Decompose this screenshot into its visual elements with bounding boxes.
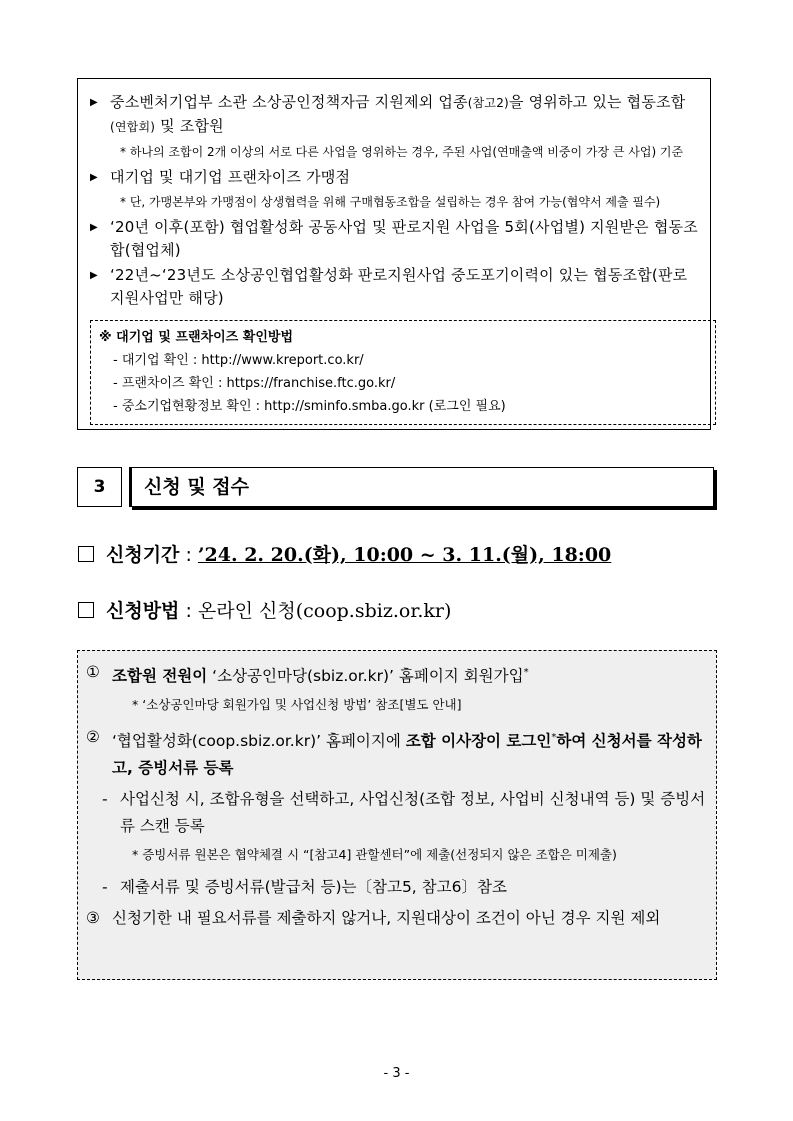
period-line: 신청기간 : ’24. 2. 20.(화), 10:00 ~ 3. 11.(월), 18:00 <box>78 541 611 569</box>
step-1: ① 조합원 전원이 ‘소상공인마당(sbiz.or.kr)’ 홈페이지 회원가입* <box>86 663 529 686</box>
step-2-subitem: - 사업신청 시, 조합유형을 선택하고, 사업신청(조합 정보, 사업비 신청내역 등) 및 증빙서류 스캔 등록 <box>102 790 706 836</box>
triangle-bullet-icon: ▶ <box>90 222 98 233</box>
verification-line: - 대기업 확인 : http://www.kreport.co.kr/ <box>113 353 364 368</box>
verification-box <box>90 320 716 425</box>
method-line: 신청방법 : 온라인 신청(coop.sbiz.or.kr) <box>78 597 451 625</box>
section-header <box>77 467 717 511</box>
step-2-subitem: - 제출서류 및 증빙서류(발급처 등)는〔참고5, 참고6〕참조 <box>102 878 507 897</box>
exclusion-item: ▶ ‘20년 이후(포함) 협업활성화 공동사업 및 판로지원 사업을 5회(사업별) 지원받은 협동조합(협업체) <box>90 218 698 259</box>
page-number: - 3 - <box>383 1066 410 1081</box>
step-1-note: * ‘소상공인마당 회원가입 및 사업신청 방법’ 참조[별도 안내] <box>132 697 462 713</box>
checkbox-square-icon <box>78 546 94 562</box>
verification-line: - 프랜차이즈 확인 : https://franchise.ftc.go.kr/ <box>113 376 396 391</box>
triangle-bullet-icon: ▶ <box>90 270 98 281</box>
exclusion-item: ▶ ‘22년~‘23년도 소상공인협업활성화 판로지원사업 중도포기이력이 있는 협동조합(판로지원사업만 해당) <box>90 266 688 307</box>
step-2-note: * 증빙서류 원본은 협약체결 시 “[참고4] 관할센터”에 제출(선정되지 않은 조합은 미제출) <box>132 847 617 863</box>
application-steps-box <box>77 650 717 980</box>
step-2: ② ‘협업활성화(coop.sbiz.or.kr)’ 홈페이지에 조합 이사장이 로그인*하여 신청서를 작성하고, 증빙서류 등록 <box>86 728 702 778</box>
triangle-bullet-icon: ▶ <box>90 172 98 183</box>
verification-line: - 중소기업현황정보 확인 : http://sminfo.smba.go.kr (로그인 필요) <box>113 399 506 414</box>
verification-title: ※ 대기업 및 프랜차이즈 확인방법 <box>99 330 293 345</box>
exclusion-note: * 단, 가맹본부와 가맹점이 상생협력을 위해 구매협동조합을 설립하는 경우 참여 가능(협약서 제출 필수) <box>120 195 661 209</box>
step-3: ③ 신청기한 내 필요서류를 제출하지 않거나, 지원대상이 조건이 아닌 경우 지원 제외 <box>86 909 661 928</box>
method-value: 온라인 신청(coop.sbiz.or.kr) <box>197 600 452 622</box>
exclusion-item: ▶ 대기업 및 대기업 프랜차이즈 가맹점 <box>90 166 700 189</box>
checkbox-square-icon <box>78 602 94 618</box>
exclusion-item: ▶ 중소벤처기업부 소관 소상공인정책자금 지원제외 업종(참고2)을 영위하고 있는 협동조합(연합회) 및 조합원 <box>90 93 686 135</box>
period-value: ’24. 2. 20.(화), 10:00 ~ 3. 11.(월), 18:00 <box>197 544 612 566</box>
section-number: 3 <box>77 467 122 507</box>
exclusion-box <box>77 78 711 430</box>
triangle-bullet-icon: ▶ <box>90 97 98 108</box>
exclusion-note: * 하나의 조합이 2개 이상의 서로 다른 사업을 영위하는 경우, 주된 사업(연매출액 비중이 가장 큰 사업) 기준 <box>120 145 684 159</box>
section-title: 신청 및 접수 <box>129 467 714 507</box>
